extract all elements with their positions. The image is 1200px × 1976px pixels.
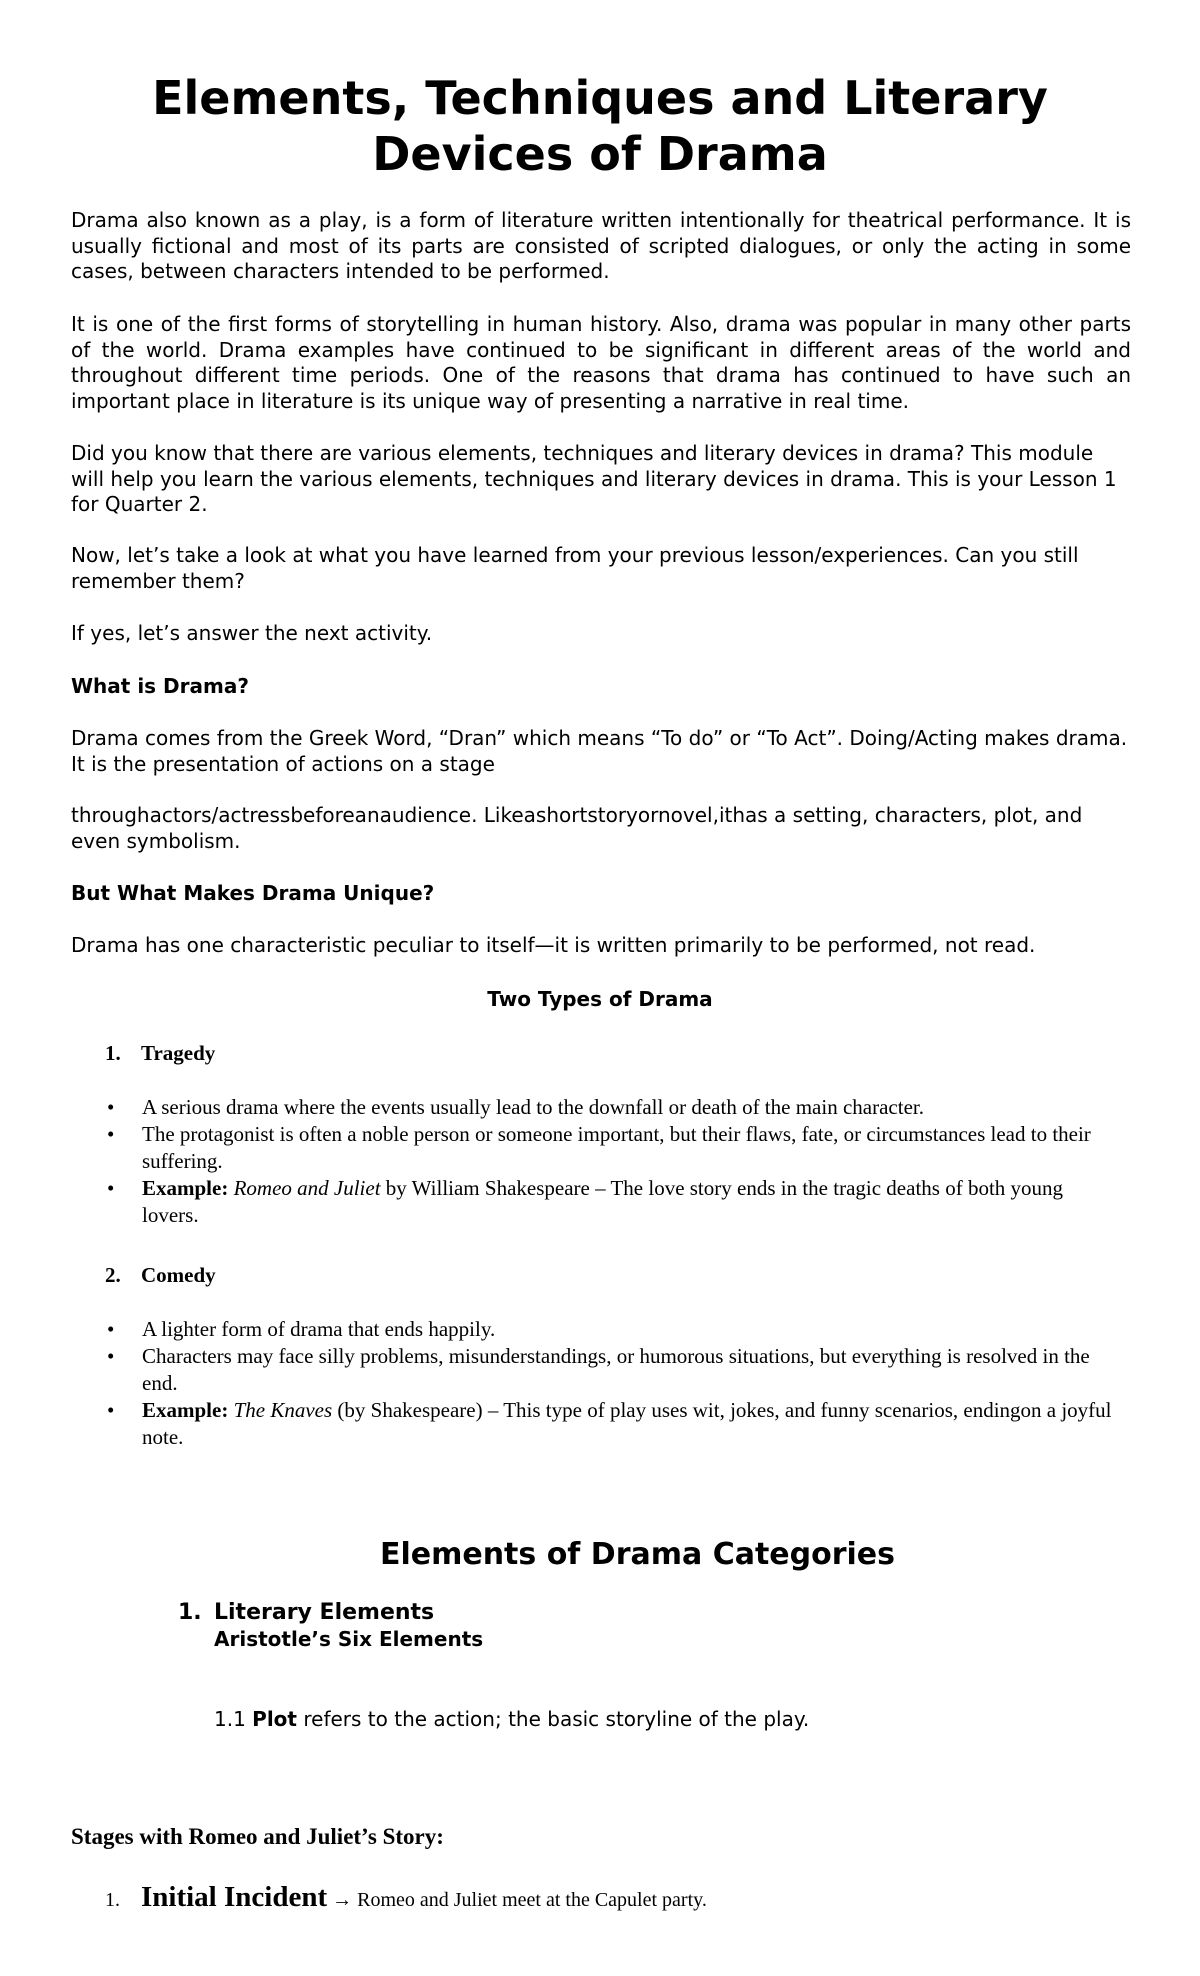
tragedy-list — [106, 1094, 1116, 1229]
literary-elements-label: Literary Elements — [214, 1600, 435, 1625]
list-item — [106, 1175, 1116, 1229]
stage-1-term: Initial Incident — [141, 1881, 328, 1913]
list-item — [106, 1316, 1116, 1343]
tragedy-number: 1. — [105, 1041, 121, 1065]
bullet-icon: • — [107, 1344, 115, 1368]
list-item — [106, 1121, 1116, 1175]
list-item — [106, 1094, 1116, 1121]
tragedy-heading — [105, 1040, 215, 1066]
aristotle-subheading: Aristotle’s Six Elements — [214, 1627, 484, 1651]
stage-1-text: → Romeo and Juliet meet at the Capulet party. — [327, 1889, 707, 1911]
literary-elements-heading — [178, 1600, 434, 1626]
stage-1-number: 1. — [105, 1889, 120, 1911]
plot-number: 1.1 — [214, 1707, 246, 1731]
intro-paragraph-5: If yes, let’s answer the next activity. — [71, 621, 433, 645]
literary-elements-number: 1. — [178, 1600, 202, 1625]
intro-paragraph-3: Did you know that there are various elements, techniques and literary devices in drama? This module will help you learn the various elements, techniques and literary devices in drama. This is your Lesson 1 for Quarter 2. — [71, 441, 1117, 516]
categories-heading: Elements of Drama Categories — [379, 1537, 896, 1572]
comedy-list — [106, 1316, 1116, 1451]
intro-paragraph-1: Drama also known as a play, is a form of literature written intentionally for theatrical performance. It is usually fictional and most of its parts are consisted of scripted dialogues, or only the acting in some cases, between characters intended to be performed. — [71, 208, 1131, 283]
comedy-example-label: Example: — [142, 1398, 229, 1422]
types-heading: Two Types of Drama — [487, 987, 713, 1011]
comedy-label: Comedy — [141, 1263, 216, 1287]
unique-heading: But What Makes Drama Unique? — [71, 881, 435, 905]
comedy-example-text: (by Shakespeare) – This type of play uses wit, jokes, and funny scenarios, endingon a joyful note. — [142, 1398, 1112, 1449]
tragedy-example-text: by William Shakespeare – The love story ends in the tragic deaths of both young lovers. — [142, 1176, 1064, 1227]
tragedy-label: Tragedy — [141, 1041, 216, 1065]
unique-paragraph: Drama has one characteristic peculiar to itself—it is written primarily to be performed, not read. — [71, 933, 1036, 957]
comedy-bullet-2: Characters may face silly problems, misunderstandings, or humorous situations, but everything is resolved in the end. — [142, 1344, 1090, 1395]
plot-text: refers to the action; the basic storyline of the play. — [297, 1707, 810, 1731]
bullet-icon: • — [107, 1176, 115, 1200]
what-is-drama-paragraph-1: Drama comes from the Greek Word, “Dran” which means “To do” or “To Act”. Doing/Acting makes drama. It is the presentation of actions on a stage — [71, 726, 1128, 776]
bullet-icon: • — [107, 1398, 115, 1422]
plot-term: Plot — [252, 1707, 297, 1731]
list-item — [106, 1343, 1116, 1397]
bullet-icon: • — [107, 1317, 115, 1341]
what-is-drama-heading: What is Drama? — [71, 674, 249, 698]
intro-paragraph-4: Now, let’s take a look at what you have learned from your previous lesson/experiences. Can you still remember them? — [71, 543, 1079, 593]
tragedy-example-title: Romeo and Juliet — [233, 1176, 381, 1200]
comedy-example-title: The Knaves — [233, 1398, 333, 1422]
tragedy-bullet-2: The protagonist is often a noble person or someone important, but their flaws, fate, or circumstances lead to their suffering. — [142, 1122, 1091, 1173]
bullet-icon: • — [107, 1122, 115, 1146]
what-is-drama-paragraph-2: throughactors/actressbeforeanaudience. Likeashortstoryornovel,ithas a setting, characters, plot, and even symbolism. — [71, 803, 1083, 853]
tragedy-example-label: Example: — [142, 1176, 229, 1200]
bullet-icon: • — [107, 1095, 115, 1119]
tragedy-bullet-1: A serious drama where the events usually lead to the downfall or death of the main character. — [142, 1095, 924, 1119]
comedy-heading — [105, 1262, 216, 1288]
intro-paragraph-2: It is one of the first forms of storytelling in human history. Also, drama was popular in many other parts of the world. Drama examples have continued to be significant in different areas of the world and throughout different time periods. One of the reasons that drama has continued to have such an important place in literature is its unique way of presenting a narrative in real time. — [71, 312, 1131, 413]
list-item — [106, 1397, 1116, 1451]
plot-definition — [214, 1706, 809, 1732]
comedy-number: 2. — [105, 1263, 121, 1287]
page-title: Elements, Techniques and Literary Devices of Drama — [152, 71, 1048, 181]
stage-item-1 — [105, 1880, 707, 1917]
stages-heading: Stages with Romeo and Juliet’s Story: — [71, 1824, 444, 1849]
comedy-bullet-1: A lighter form of drama that ends happily. — [142, 1317, 496, 1341]
